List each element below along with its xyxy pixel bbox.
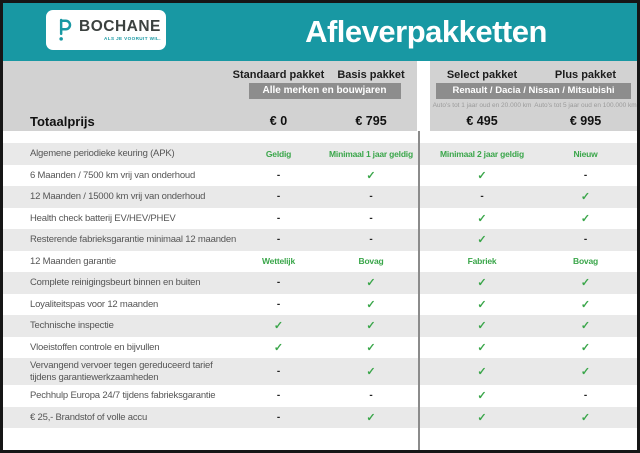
feature-value-select: ✓ [477,411,487,424]
table-row [3,337,637,359]
logo-name: BOCHANE [79,17,161,35]
feature-value-basis: - [369,191,373,203]
feature-value-basis: ✓ [366,366,376,378]
feature-value-basis: Bovag [358,256,384,267]
column-header-select: Select pakket [446,69,518,81]
price-plus: € 995 [569,114,602,128]
feature-value-basis: ✓ [366,277,376,290]
feature-value-basis: Minimaal 1 jaar geldig [329,148,413,159]
feature-value-standaard: Geldig [265,148,292,159]
table-row [3,251,637,273]
feature-value-plus: ✓ [580,320,591,333]
feature-value-select: ✓ [477,366,487,378]
feature-value-standaard: Wettelijk [262,256,295,267]
total-price-label: Totaalprijs [30,113,95,129]
table-row [3,358,637,385]
feature-value-select: ✓ [477,298,487,311]
feature-value-standaard: - [276,390,281,402]
feature-label: Complete reinigingsbeurt binnen en buiten [30,277,201,289]
table-row [3,186,637,208]
feature-value-standaard: - [276,234,281,246]
brands-badge-left: Alle merken en bouwjaren [249,83,401,99]
feature-value-basis: ✓ [366,169,376,182]
feature-value-standaard: - [276,366,281,377]
feature-value-select: Minimaal 2 jaar geldig [440,148,524,159]
feature-value-select: ✓ [477,390,487,403]
feature-value-basis: ✓ [366,411,376,424]
page-title: Afleverpakketten [305,14,547,49]
table-row [3,385,637,407]
feature-label: 12 Maanden garantie [30,255,116,267]
price-standaard: € 0 [269,114,288,128]
package-header-band [3,61,637,131]
table-row [3,165,637,187]
feature-value-select: ✓ [477,234,487,247]
header-band-grid [3,61,637,131]
feature-value-standaard: - [276,191,281,203]
header-bar [3,3,637,61]
feature-value-select: ✓ [477,212,487,225]
feature-value-plus: ✓ [580,191,591,204]
table-row [3,208,637,230]
feature-value-select: ✓ [477,169,487,182]
package-group-divider [418,131,420,451]
feature-value-standaard: ✓ [273,320,284,333]
feature-value-plus: Bovag [573,256,598,267]
feature-value-standaard: - [276,277,281,289]
feature-value-basis: - [369,390,373,402]
feature-value-basis: - [369,212,373,224]
bochane-logo-icon [55,16,75,44]
column-header-standaard: Standaard pakket [232,69,325,81]
table-row [3,294,637,316]
plus-pakket-note: Auto's tot 5 jaar oud en 100.000 km [534,102,637,109]
feature-label: Algemene periodieke keuring (APK) [30,148,175,160]
feature-value-plus: ✓ [580,366,591,378]
feature-value-standaard: - [276,169,281,181]
price-select: € 495 [466,114,498,128]
feature-value-plus: ✓ [580,341,591,354]
feature-label: Vloeistoffen controle en bijvullen [30,341,160,353]
feature-value-basis: ✓ [366,298,376,311]
feature-value-plus: - [583,234,588,246]
feature-value-standaard: - [276,411,281,423]
feature-value-plus: ✓ [580,212,591,225]
feature-value-select: - [480,191,484,203]
logo-tagline: ALS JE VOORUIT WIL. [104,36,161,42]
feature-value-basis: ✓ [366,320,376,333]
feature-value-plus: ✓ [580,411,591,424]
feature-value-select: ✓ [477,277,487,290]
column-header-basis: Basis pakket [337,69,405,81]
column-header-plus: Plus pakket [554,69,617,81]
brands-badge-right: Renault / Dacia / Nissan / Mitsubishi [436,83,631,99]
feature-value-plus: - [583,390,588,402]
feature-value-plus: ✓ [580,277,591,290]
feature-label: Technische inspectie [30,320,114,332]
table-row [3,229,637,251]
feature-label: 6 Maanden / 7500 km vrij van onderhoud [30,169,196,181]
feature-label: Vervangend vervoer tegen gereduceerd tarief tijdens garantiewerkzaamheden [30,360,213,383]
price-basis: € 795 [355,114,387,128]
feature-rows [3,143,637,428]
table-row [3,407,637,429]
feature-value-plus: ✓ [580,298,591,311]
feature-label: Health check batterij EV/HEV/PHEV [30,212,176,224]
feature-value-standaard: - [276,212,281,224]
feature-label: Pechhulp Europa 24/7 tijdens fabrieksgarantie [30,390,216,402]
feature-value-basis: ✓ [366,341,376,354]
feature-label: € 25,- Brandstof of volle accu [30,411,148,423]
bochane-logo [46,10,166,50]
feature-label: Loyaliteitspas voor 12 maanden [30,298,159,310]
feature-label: 12 Maanden / 15000 km vrij van onderhoud [30,191,206,203]
feature-value-standaard: - [276,298,281,310]
select-pakket-note: Auto's tot 1 jaar oud en 20.000 km [432,102,532,109]
feature-value-plus: Nieuw [573,148,598,159]
logo-texts [79,19,161,42]
table-row [3,143,637,165]
table-row [3,315,637,337]
feature-label: Resterende fabrieksgarantie minimaal 12 maanden [30,234,237,246]
feature-value-select: ✓ [477,341,487,354]
feature-value-select: ✓ [477,320,487,333]
table-row [3,272,637,294]
feature-value-basis: - [369,234,373,246]
feature-value-standaard: ✓ [273,341,284,354]
feature-value-select: Fabriek [467,256,497,267]
feature-value-plus: - [583,169,588,181]
